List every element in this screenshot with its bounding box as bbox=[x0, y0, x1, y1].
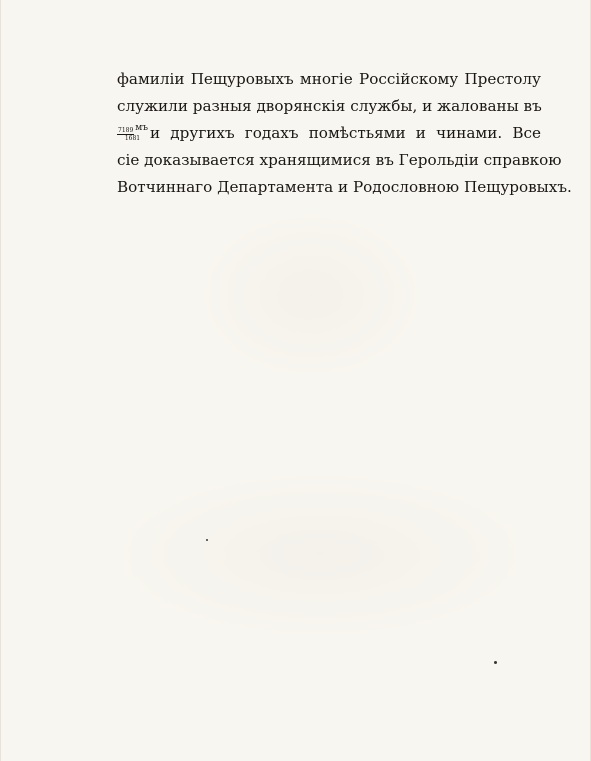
text-line bbox=[117, 120, 541, 147]
year-fraction-numerator: 7189 bbox=[118, 127, 134, 134]
paper-speck bbox=[494, 661, 497, 664]
paper-speck bbox=[206, 539, 208, 541]
year-fraction-suffix: мъ bbox=[135, 123, 149, 133]
text-line: служили разныя дворянскiя службы, и жалованы въ bbox=[117, 97, 542, 115]
text-line-rest: и другихъ годахъ помѣстьями и чинами. Все bbox=[150, 124, 541, 142]
bleed-through-shadow bbox=[191, 205, 431, 385]
year-fraction-denominator: 1681 bbox=[124, 135, 141, 142]
text-line: сiе доказывается хранящимися въ Герольдiи справкою bbox=[117, 151, 562, 169]
paragraph bbox=[117, 66, 572, 201]
bleed-through-shadow bbox=[111, 470, 531, 640]
text-line: фамилiи Пещуровыхъ многiе Россiйскому Престолу bbox=[117, 70, 541, 88]
year-fraction bbox=[117, 123, 149, 142]
text-line: Вотчиннаго Департамента и Родословною Пещуровыхъ. bbox=[117, 178, 572, 196]
